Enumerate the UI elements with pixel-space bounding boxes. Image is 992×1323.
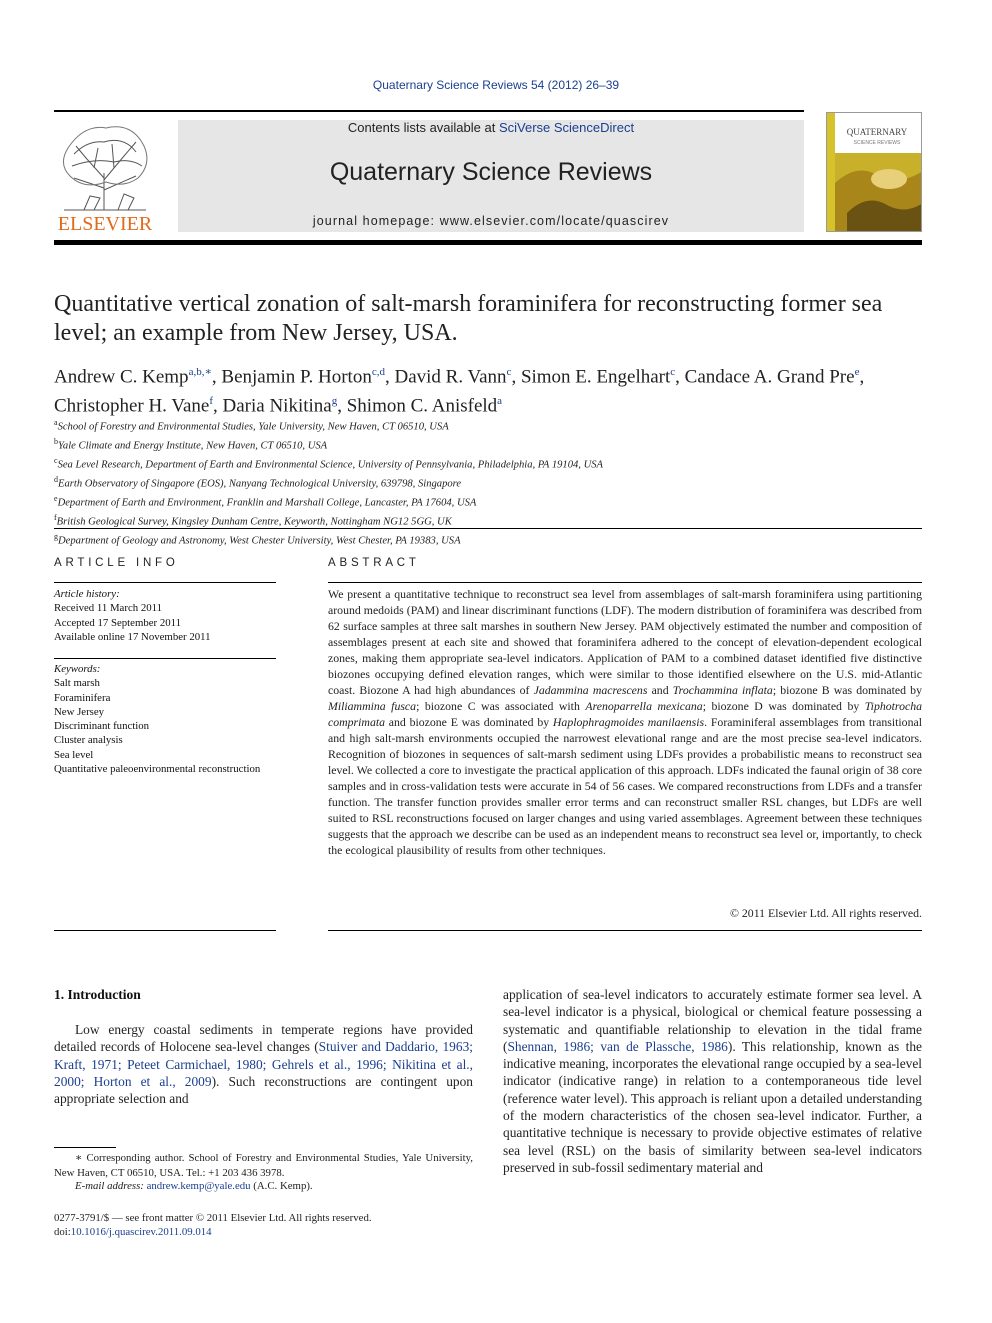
affiliation-item (54, 454, 922, 473)
journal-cover-thumbnail[interactable] (826, 112, 922, 232)
article-info-rule (54, 930, 276, 931)
author-affiliation-marker[interactable]: g (331, 395, 338, 408)
author-name[interactable]: Christopher H. Vane (54, 395, 210, 417)
species-name: Trochammina inflata (672, 683, 773, 697)
affiliation-key: b (54, 436, 58, 446)
keywords-label: Keywords: (54, 663, 101, 675)
affiliation-key: e (54, 493, 58, 503)
contents-line (178, 120, 804, 135)
affiliation-key: f (54, 512, 57, 522)
author-affiliation-marker[interactable]: e (854, 366, 860, 378)
affiliation-text: Department of Geology and Astronomy, West Chester University, West Chester, PA 19383, USA (58, 535, 461, 547)
email-link[interactable]: andrew.kemp@yale.edu (146, 1180, 251, 1192)
keyword-item: Foraminifera (54, 691, 111, 704)
doi-prefix: doi: (54, 1226, 71, 1238)
affiliation-item (54, 530, 922, 549)
affiliation-key: g (54, 531, 58, 541)
affiliation-text: British Geological Survey, Kingsley Dunham Centre, Keyworth, Nottingham NG12 5GG, UK (56, 516, 452, 528)
body-text: ). Such reconstructions are contingent upon appropriate selection and (54, 1073, 473, 1107)
author-affiliation-marker[interactable]: a,b,∗ (188, 366, 212, 378)
homepage-url-link[interactable]: www.elsevier.com/locate/quascirev (439, 214, 670, 228)
affiliation-text: Earth Observatory of Singapore (EOS), Nanyang Technological University, 639798, Singapore (58, 478, 462, 490)
doi-line (54, 1226, 212, 1238)
keyword-item: Cluster analysis (54, 734, 123, 747)
affiliation-key: d (54, 474, 58, 484)
section-divider (54, 528, 922, 529)
abstract-text: ; biozone B was dominated by (772, 683, 922, 697)
article-history-label: Article history: (54, 588, 120, 600)
author-affiliation-marker[interactable]: c (670, 366, 676, 378)
header-rule-bottom (54, 240, 922, 245)
abstract-rule (328, 582, 922, 583)
species-name: Tiphotrocha comprimata (328, 699, 923, 729)
journal-homepage-line (178, 214, 804, 228)
keyword-item: New Jersey (54, 705, 105, 718)
species-name: Miliammina fusca (328, 699, 417, 713)
affiliation-item (54, 416, 922, 435)
keyword-item: Quantitative paleoenvironmental reconstruction (54, 763, 261, 776)
abstract-text: We present a quantitative technique to reconstruct sea level from assemblages of salt-marsh foraminifera using partitioning around medoids (PAM) and linear discriminant functions (LDF). The modern distribution of foraminifera was described from 62 surface samples at three salt marshes in southern New Jersey. PAM objectively estimated the number and composition of assemblages present at each site and showed that foraminifera adhered to the concept of elevation-dependent ecological zones, making them appropriate sea-level indicators. Application of PAM to a combined dataset identified five distinctive biozones occupying defined elevation ranges, which were similar to those identified elsewhere on the U.S. mid-Atlantic coast. Biozone A had high abundances of (328, 587, 922, 697)
affiliation-text: School of Forestry and Environmental Studies, Yale University, New Haven, CT 06510, USA (57, 421, 449, 433)
affiliation-item (54, 473, 922, 492)
affiliation-item (54, 435, 922, 454)
svg-text:QUATERNARY: QUATERNARY (846, 127, 908, 137)
keywords-list (54, 662, 276, 776)
elsevier-logo[interactable] (54, 118, 156, 234)
author-affiliation-marker[interactable]: a (497, 395, 503, 408)
article-info-rule (54, 658, 276, 659)
issn-line: 0277-3791/$ — see front matter © 2011 Elsevier Ltd. All rights reserved. (54, 1212, 372, 1224)
journal-title: Quaternary Science Reviews (329, 158, 653, 186)
svg-text:SCIENCE REVIEWS: SCIENCE REVIEWS (853, 140, 901, 146)
author-name[interactable]: Benjamin P. Horton (221, 366, 372, 388)
article-title: Quantitative vertical zonation of salt-marsh foraminifera for reconstructing former sea level; an example from New Jersey, USA. (54, 291, 883, 346)
abstract-text: ; biozone D was dominated by (702, 699, 865, 713)
keyword-item: Sea level (54, 748, 94, 761)
email-line (75, 1180, 313, 1192)
keyword-item: Salt marsh (54, 677, 100, 690)
introduction-paragraph-right (503, 986, 922, 1176)
abstract-body (328, 586, 922, 858)
species-name: Arenoparrella mexicana (585, 699, 703, 713)
article-history (54, 587, 276, 644)
history-accepted: Accepted 17 September 2011 (54, 616, 182, 629)
contents-prefix: Contents lists available at (347, 120, 499, 135)
abstract-heading: ABSTRACT (328, 557, 420, 569)
author-name[interactable]: David R. Vann (394, 366, 507, 388)
abstract-text: and biozone E was dominated by (385, 715, 553, 729)
introduction-paragraph-left (54, 1021, 473, 1107)
citation-link[interactable]: Shennan, 1986; van de Plassche, 1986 (507, 1038, 728, 1054)
body-text: Low energy coastal sediments in temperate regions have provided detailed records of Holocene sea-level changes ( (54, 1022, 473, 1055)
elsevier-tree-icon (54, 118, 156, 234)
species-name: Haplophragmoides manilaensis (552, 715, 705, 729)
citation-link[interactable]: Stuiver and Daddario, 1963; Kraft, 1971; Peteet Carmichael, 1980; Gehrels et al., 1996; Nikitina et al., 2000; Horton et al., 2009 (54, 1039, 473, 1089)
affiliation-key: a (54, 418, 58, 427)
article-info-heading: ARTICLE INFO (54, 557, 179, 569)
body-text: application of sea-level indicators to accurately estimate former sea level. A sea-level indicator is a physical, biological or chemical feature possessing a systematic and quantifiable relationship to elevation in the tidal frame ( (503, 987, 922, 1054)
corresponding-author-footnote: ∗ Corresponding author. School of Forestry and Environmental Studies, Yale University, New Haven, CT 06510, USA. Tel.: +1 203 436 3978. (54, 1152, 473, 1179)
email-suffix: (A.C. Kemp). (250, 1180, 313, 1192)
abstract-text: . Foraminiferal assemblages from transitional and high salt-marsh environments occupied the narrowest elevational range and are the most precise sea-level indicators. Recognition of biozones in sequences of salt-marsh sediment using LDFs provides a probabilistic means to reconstruct sea level. We collected a core to investigate the practical application of this approach. LDFs indicated the faunal origin of 38 core samples and in cross-validation tests were accurate in 54 of 56 cases. We compared reconstructions from LDFs and a transfer function. The transfer function provides smaller error terms and can reconstruct smaller RSL changes, but LDFs are well suited to RSL reconstructions focused on larger changes and using varied assemblages. Agreement between these techniques suggests that the approach we describe can be used as an independent means to reconstruct sea level or, importantly, to check the ecological plausibility of results from other techniques. (328, 715, 922, 857)
author-name[interactable]: Candace A. Grand Pre (684, 366, 855, 388)
author-name[interactable]: Shimon C. Anisfeld (346, 395, 498, 417)
svg-text:ELSEVIER: ELSEVIER (57, 213, 153, 234)
affiliation-text: Department of Earth and Environment, Franklin and Marshall College, Lancaster, PA 17604, USA (57, 497, 477, 509)
sciencedirect-link[interactable]: SciVerse ScienceDirect (498, 120, 635, 135)
doi-link[interactable]: 10.1016/j.quascirev.2011.09.014 (70, 1226, 212, 1238)
author-list: Andrew C. Kemp$^{a,b,∗}$, Benjamin P. Horton$^{c,d}$, David R. Vann$^c$, Simon E. Engelhart$^c$, Candace A. Grand Pre$^e$, Christopher H. Vane$^f$, Daria Nikitina$^g$, Shimon C. Anisfeld$^a$ (54, 366, 865, 417)
history-online: Available online 17 November 2011 (54, 630, 211, 643)
author-affiliation-marker[interactable]: c,d (371, 366, 385, 378)
footnote-rule (54, 1147, 116, 1148)
abstract-copyright: © 2011 Elsevier Ltd. All rights reserved. (730, 906, 922, 920)
author-name[interactable]: Daria Nikitina (222, 395, 332, 417)
affiliation-key: c (54, 455, 58, 465)
author-name[interactable]: Simon E. Engelhart (520, 366, 671, 388)
abstract-rule (328, 930, 922, 931)
email-label: E-mail address: (75, 1180, 147, 1192)
introduction-heading: 1. Introduction (54, 987, 141, 1002)
homepage-prefix: journal homepage: (312, 214, 440, 228)
affiliation-text: Sea Level Research, Department of Earth and Environmental Science, University of Pennsylvania, Philadelphia, PA 19104, USA (57, 459, 604, 471)
body-text: ). This relationship, known as the indicative meaning, incorporates the elevational range occupied by a sea-level indicator (indicative range) in relation to a contemporaneous tide level (reference water level). This approach is reliant upon a detailed understanding of the modern characteristics of the chosen sea-level indicator. Further, a quantitative technique is necessary to provide objective estimates of relative sea level (RSL) on the basis of similarity between sea-level indicators preserved in sub-fossil sedimentary material and (503, 1038, 922, 1175)
header-rule-top (54, 110, 804, 112)
keyword-item: Discriminant function (54, 720, 150, 733)
abstract-text: and (647, 683, 673, 697)
history-received: Received 11 March 2011 (54, 602, 163, 615)
abstract-text: ; biozone C was associated with (416, 699, 586, 713)
affiliation-item (54, 511, 922, 530)
species-name: Jadammina macrescens (533, 683, 648, 697)
affiliation-item (54, 492, 922, 511)
journal-reference[interactable]: Quaternary Science Reviews 54 (2012) 26–39 (372, 78, 620, 92)
journal-cover-image (827, 113, 922, 232)
article-info-rule (54, 582, 276, 583)
affiliation-text: Yale Climate and Energy Institute, New Haven, CT 06510, USA (58, 440, 328, 452)
author-affiliation-marker[interactable]: f (209, 395, 213, 408)
author-name[interactable]: Andrew C. Kemp (54, 366, 189, 388)
author-affiliation-marker[interactable]: c (506, 366, 512, 378)
